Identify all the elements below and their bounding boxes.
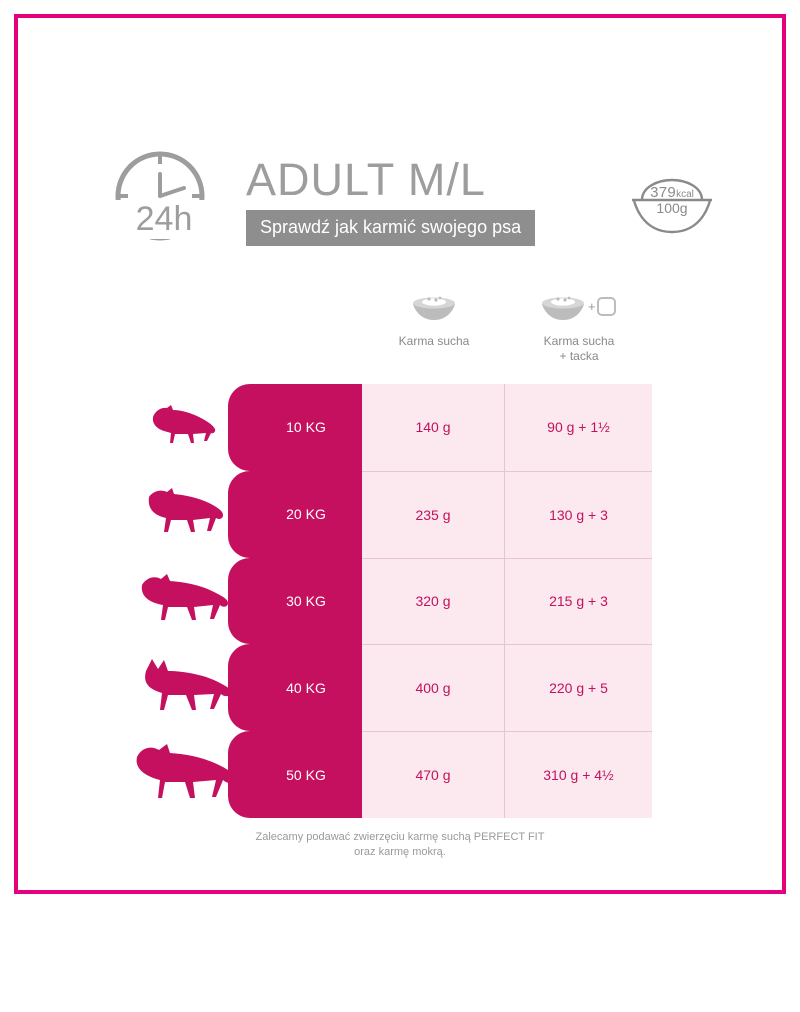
- footnote-line1: Zalecamy podawać zwierzęciu karmę suchą PERFECT FIT: [255, 831, 545, 843]
- page-subtitle: Sprawdź jak karmić swojego psa: [246, 210, 535, 246]
- row-weight-cell: 50 KG: [250, 731, 362, 818]
- footnote: [18, 830, 782, 860]
- dry-food-bowl-icon: [363, 290, 505, 324]
- row-dry-cell: 320 g: [362, 558, 505, 645]
- table-row: [250, 471, 652, 558]
- row-dry-cell: 400 g: [362, 644, 505, 731]
- dry-food-bowl-plus-tray-icon: [506, 290, 652, 324]
- row-mix-cell: 90 g + 1½: [505, 384, 652, 471]
- row-mix-cell: 310 g + 4½: [505, 731, 652, 818]
- kcal-unit: kcal: [676, 189, 694, 200]
- row-weight-cell: 20 KG: [250, 471, 362, 558]
- row-mix-cell: 220 g + 5: [505, 644, 652, 731]
- row-weight-cell: 10 KG: [250, 384, 362, 471]
- row-mix-cell: 130 g + 3: [505, 471, 652, 558]
- feeding-table: [250, 384, 652, 818]
- clock-24h-icon: [104, 148, 224, 253]
- column-header-mix-label-line2: + tacka: [559, 349, 599, 363]
- row-dry-cell: 235 g: [362, 471, 505, 558]
- table-row: [250, 558, 652, 645]
- table-row: [250, 384, 652, 471]
- column-header-dry-label: Karma sucha: [398, 334, 470, 348]
- column-header-mix: [506, 290, 652, 364]
- header: [18, 130, 782, 250]
- footnote-line2: oraz karmę mokrą.: [354, 846, 446, 858]
- page-frame: [14, 14, 786, 894]
- row-weight-cell: 40 KG: [250, 644, 362, 731]
- clock-label: 24h: [104, 200, 224, 239]
- row-weight-cell: 30 KG: [250, 558, 362, 645]
- title-block: [246, 154, 535, 246]
- column-headers: [18, 290, 782, 380]
- kcal-badge: [630, 174, 714, 236]
- row-mix-cell: 215 g + 3: [505, 558, 652, 645]
- kcal-value: 379: [650, 184, 677, 201]
- svg-text:+: +: [588, 299, 596, 314]
- page-title: ADULT M/L: [246, 154, 486, 205]
- table-row: [250, 644, 652, 731]
- row-dry-cell: 470 g: [362, 731, 505, 818]
- table-row: [250, 731, 652, 818]
- column-header-dry: [363, 290, 505, 349]
- kcal-per-value: 100g: [656, 200, 688, 216]
- row-dry-cell: 140 g: [362, 384, 505, 471]
- column-header-mix-label-line1: Karma sucha: [543, 334, 615, 348]
